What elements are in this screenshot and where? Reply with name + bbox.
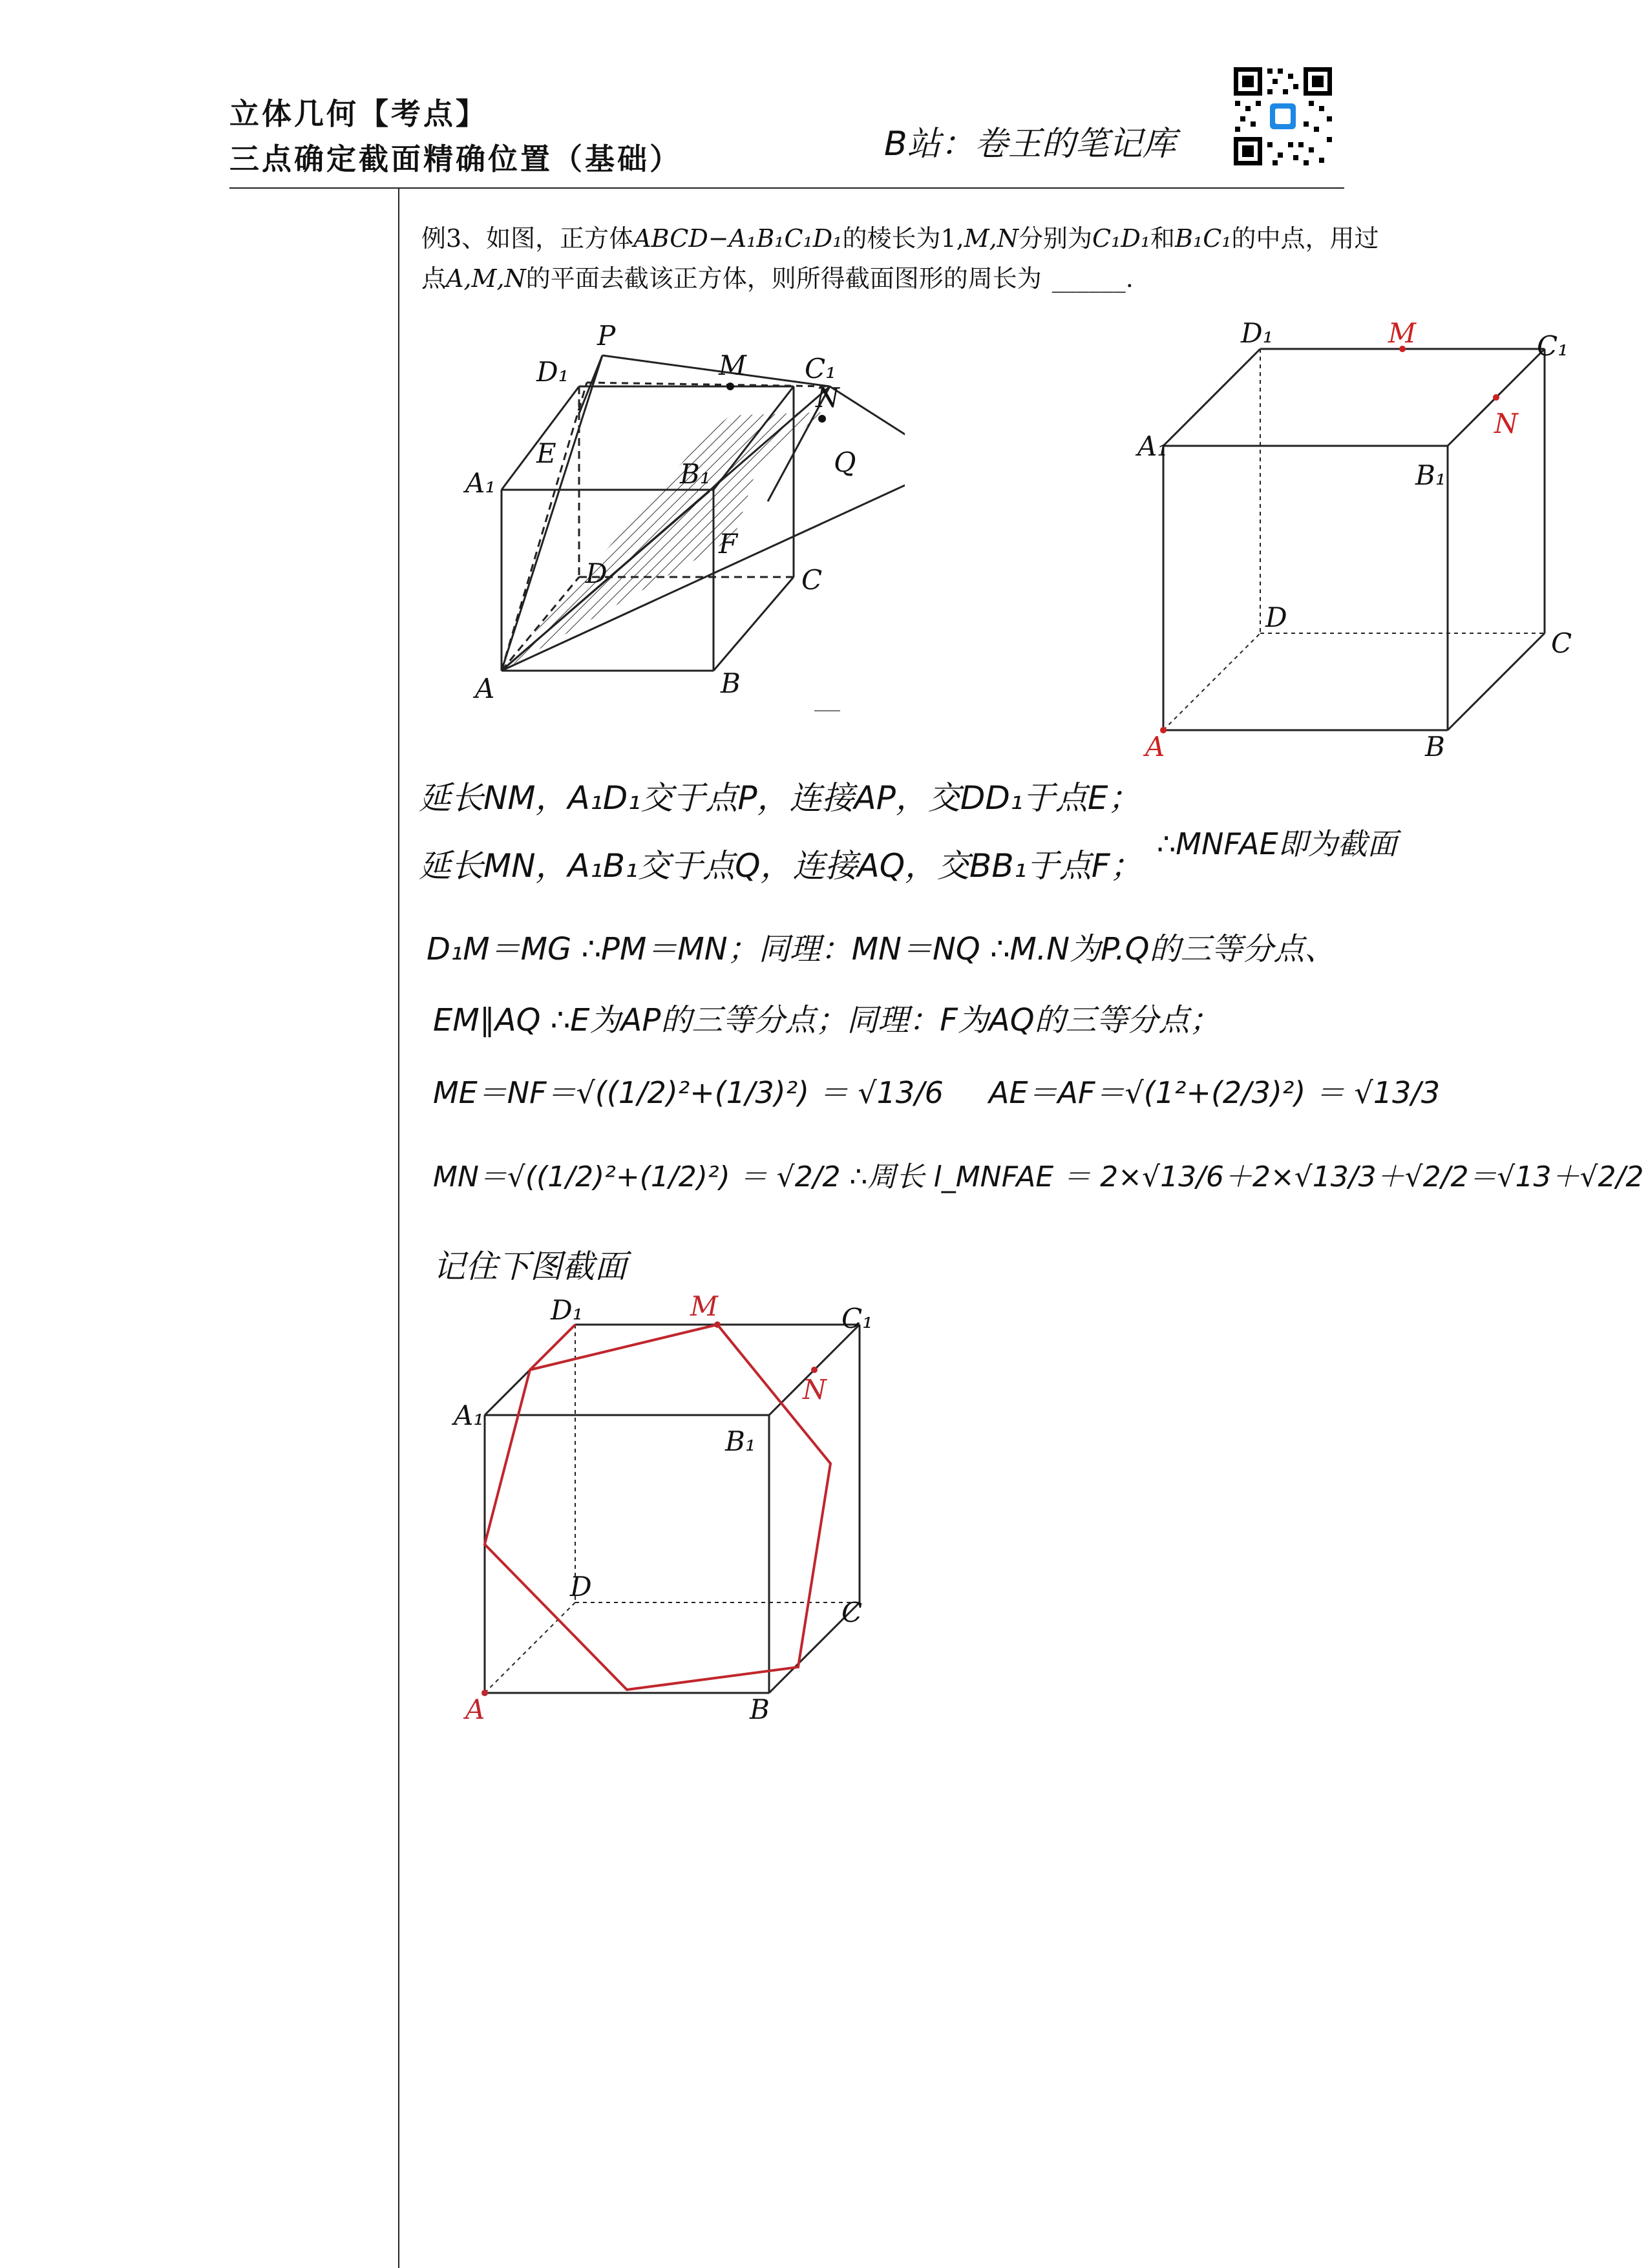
- figure-2-cube: [1099, 310, 1616, 775]
- label-Q: Q: [834, 446, 856, 478]
- note-line-7: 记住下图截面: [433, 1248, 627, 1285]
- margin-rule: [398, 187, 399, 2268]
- section-hexagon: [485, 1325, 830, 1690]
- fig2-label-D: D: [1265, 602, 1287, 633]
- label-A1: A₁: [465, 467, 496, 499]
- fig2-label-A1: A₁: [1137, 430, 1168, 462]
- fig3-label-A1: A₁: [454, 1400, 485, 1431]
- fig3-label-M: M: [690, 1292, 719, 1322]
- label-C1: C₁: [805, 353, 836, 384]
- problem-text: [421, 218, 1585, 299]
- fig2-label-N: N: [1494, 408, 1518, 439]
- header-rule: [229, 187, 1344, 189]
- note-line-1: 延长NM，A₁D₁交于点P，连接AP，交DD₁于点E；: [419, 779, 1141, 817]
- label-B1: B₁: [680, 458, 711, 490]
- fig3-label-B1: B₁: [725, 1425, 756, 1457]
- answer-blank: ______: [1051, 264, 1126, 293]
- fig2-label-A: A: [1145, 731, 1165, 762]
- problem-line-2: 点A,M,N的平面去截该正方体，则所得截面图形的周长为 ______.: [421, 264, 1134, 293]
- label-D: D: [586, 558, 607, 589]
- fig2-label-B: B: [1425, 731, 1445, 762]
- qr-code-icon: [1231, 65, 1335, 168]
- fig3-label-B: B: [750, 1694, 770, 1725]
- fig3-label-C1: C₁: [841, 1303, 873, 1334]
- fig3-label-D: D: [570, 1571, 592, 1602]
- fig3-label-C: C: [841, 1597, 863, 1628]
- fig2-label-B1: B₁: [1415, 459, 1446, 491]
- header-title-line1: 立体几何【考点】: [229, 96, 488, 131]
- note-line-2: 延长MN，A₁B₁交于点Q，连接AQ，交BB₁于点F；: [419, 847, 1143, 885]
- note-line-5b: AE＝AF＝√(1²+(2/3)²) ＝ √13/3: [989, 1075, 1441, 1110]
- note-conclusion: ∴MNFAE即为截面: [1157, 826, 1397, 861]
- label-C: C: [801, 564, 823, 596]
- label-E: E: [536, 437, 556, 469]
- label-F: F: [719, 528, 738, 560]
- figure-3-hexagon-section: [446, 1292, 911, 1745]
- label-A: A: [475, 673, 495, 704]
- fig3-label-N: N: [803, 1374, 827, 1405]
- label-N: N: [816, 382, 840, 414]
- label-M: M: [719, 350, 747, 381]
- fig2-label-M: M: [1388, 317, 1417, 349]
- label-P: P: [597, 320, 616, 352]
- label-B: B: [721, 667, 741, 699]
- note-line-4: EM∥AQ ∴E为AP的三等分点；同理：F为AQ的三等分点；: [433, 1002, 1221, 1038]
- note-line-5a: ME＝NF＝√((1/2)²+(1/3)²) ＝ √13/6: [433, 1075, 944, 1110]
- note-line-6: MN＝√((1/2)²+(1/2)²) ＝ √2/2 ∴周长 l_MNFAE ＝ 2×√13/6＋2×√13/3＋√2/2＝√13＋√2/2: [433, 1160, 1644, 1193]
- fig2-label-D1: D₁: [1241, 317, 1274, 349]
- note-line-3: D₁M＝MG ∴PM＝MN；同理：MN＝NQ ∴M.N为P.Q的三等分点、: [427, 931, 1336, 967]
- figure-1-cube-section: [439, 310, 905, 724]
- fig2-label-C1: C₁: [1537, 330, 1569, 362]
- label-D1: D₁: [536, 356, 569, 388]
- fig2-label-C: C: [1551, 627, 1572, 659]
- fig3-label-A: A: [465, 1694, 485, 1725]
- channel-name: B站：卷王的笔记库: [884, 125, 1176, 163]
- problem-line-1: 例3、如图，正方体ABCD−A₁B₁C₁D₁的棱长为1,M,N分别为C₁D₁和B₁C₁的中点，用过: [421, 224, 1379, 253]
- fig3-label-D1: D₁: [551, 1294, 584, 1326]
- header-title-line2: 三点确定截面精确位置（基础）: [229, 142, 682, 176]
